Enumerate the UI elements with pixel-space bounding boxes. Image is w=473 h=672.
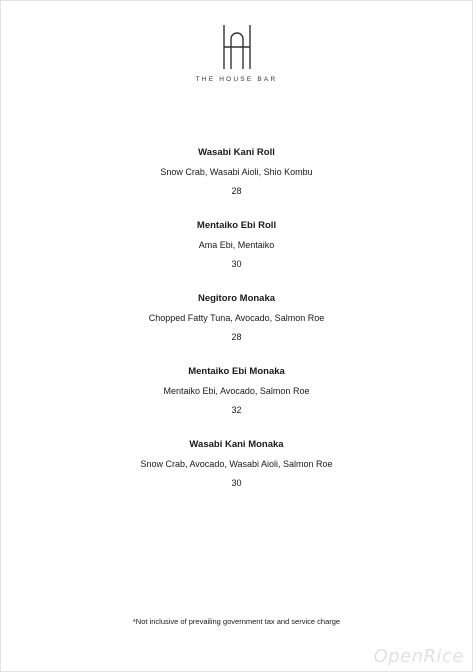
house-bar-logo-icon [217, 23, 257, 71]
menu-item [1, 366, 472, 439]
brand-name: THE HOUSE BAR [195, 76, 278, 83]
item-description: Ama Ebi, Mentaiko [198, 240, 275, 250]
item-name: Mentaiko Ebi Monaka [188, 366, 285, 377]
item-price: 28 [231, 186, 242, 196]
item-description: Mentaiko Ebi, Avocado, Salmon Roe [163, 386, 310, 396]
menu-item [1, 293, 472, 366]
item-name: Wasabi Kani Roll [198, 147, 275, 158]
item-price: 32 [231, 405, 242, 415]
item-description: Snow Crab, Wasabi Aioli, Shio Kombu [160, 167, 313, 177]
item-name: Negitoro Monaka [197, 293, 276, 304]
menu-item [1, 439, 472, 512]
item-name: Wasabi Kani Monaka [189, 439, 284, 450]
item-description: Chopped Fatty Tuna, Avocado, Salmon Roe [148, 313, 325, 323]
menu-list [1, 147, 472, 512]
menu-item [1, 147, 472, 220]
item-description: Snow Crab, Avocado, Wasabi Aioli, Salmon Roe [140, 459, 333, 469]
tax-footnote: *Not inclusive of prevailing government tax and service charge [132, 617, 341, 626]
openrice-watermark: OpenRice [373, 646, 464, 667]
item-price: 28 [231, 332, 242, 342]
menu-item [1, 220, 472, 293]
item-price: 30 [231, 259, 242, 269]
item-price: 30 [231, 478, 242, 488]
item-name: Mentaiko Ebi Roll [196, 220, 277, 231]
